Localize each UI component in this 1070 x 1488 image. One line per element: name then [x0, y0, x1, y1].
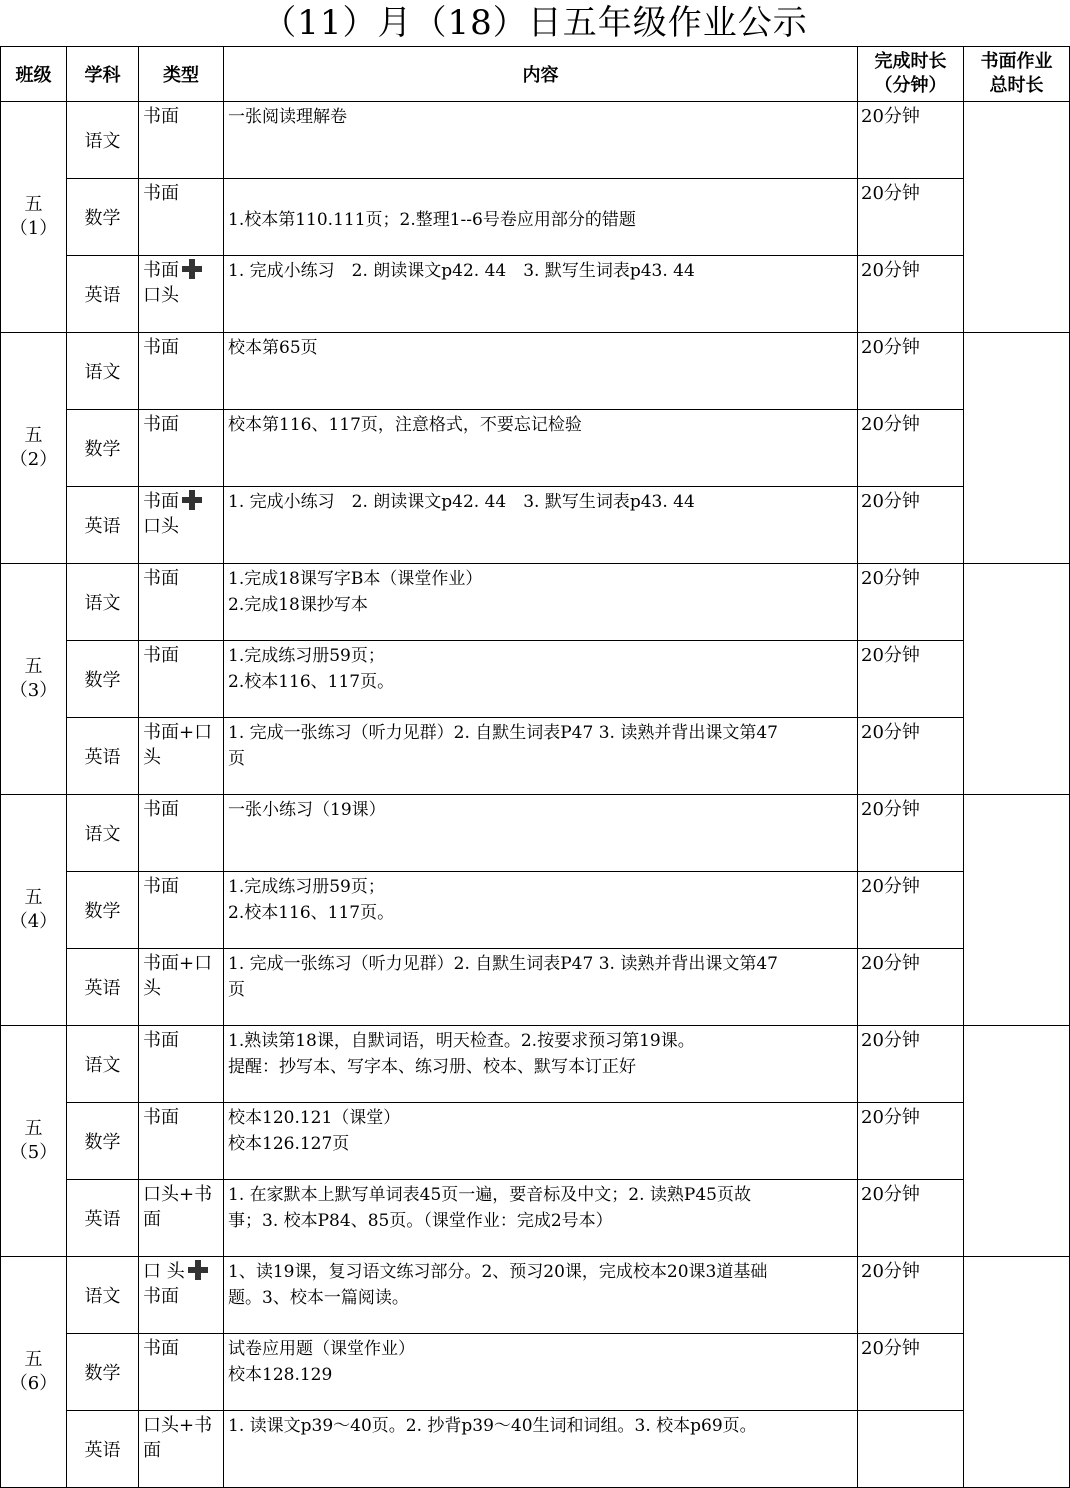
type-line — [143, 797, 223, 822]
type-text: 书面 — [143, 1107, 179, 1128]
type-cell — [139, 1411, 224, 1488]
class-cell — [1, 795, 67, 1026]
type-line — [143, 1028, 223, 1053]
content-line: 校本120.121（课堂） — [228, 1108, 401, 1128]
type-text: 书面 — [143, 645, 179, 666]
class-name-line2: （3） — [9, 680, 58, 701]
table-row — [1, 487, 1070, 564]
table-row — [1, 1257, 1070, 1334]
type-cell — [139, 1334, 224, 1411]
content-line: 一张阅读理解卷 — [228, 107, 347, 127]
duration-cell: 20分钟 — [858, 795, 964, 872]
table-row — [1, 1180, 1070, 1257]
header-type: 类型 — [139, 47, 224, 102]
table-row — [1, 641, 1070, 718]
table-row — [1, 1103, 1070, 1180]
content-cell — [224, 1334, 858, 1411]
duration-cell: 20分钟 — [858, 487, 964, 564]
content-line: 校本128.129 — [228, 1365, 333, 1385]
type-line — [143, 489, 223, 514]
content-cell — [224, 333, 858, 410]
content-line: 事；3. 校本P84、85页。（课堂作业：完成2号本） — [228, 1211, 613, 1231]
table-row — [1, 102, 1070, 179]
class-name-line1: 五 — [24, 1349, 43, 1370]
content-cell — [224, 256, 858, 333]
type-cell — [139, 795, 224, 872]
table-row — [1, 179, 1070, 256]
content-line — [228, 181, 855, 207]
type-cell — [139, 1103, 224, 1180]
content-cell — [224, 1411, 858, 1488]
duration-cell: 20分钟 — [858, 410, 964, 487]
type-line — [143, 951, 223, 976]
type-text: 书面 — [143, 106, 179, 127]
class-name-line1: 五 — [24, 887, 43, 908]
type-text: 口头+书 — [143, 1415, 213, 1436]
type-text: 书面 — [143, 1338, 179, 1359]
content-cell — [224, 718, 858, 795]
type-text: 书面 — [143, 491, 179, 512]
type-cell — [139, 718, 224, 795]
type-line — [143, 1182, 223, 1207]
content-line: 1. 完成一张练习（听力见群）2. 自默生词表P47 3. 读熟并背出课文第47 — [228, 954, 778, 974]
type-line — [143, 1259, 223, 1284]
content-line: 试卷应用题（课堂作业） — [228, 1339, 415, 1359]
table-body — [1, 102, 1070, 1488]
duration-cell: 20分钟 — [858, 179, 964, 256]
content-line: 1.校本第110.111页；2.整理1--6号卷应用部分的错题 — [228, 210, 636, 230]
content-cell — [224, 1180, 858, 1257]
type-line — [143, 745, 223, 770]
class-name-line1: 五 — [24, 425, 43, 446]
type-cell — [139, 179, 224, 256]
subject-cell: 数学 — [67, 410, 139, 487]
content-line: 1.完成练习册59页； — [228, 877, 385, 897]
subject-cell: 英语 — [67, 718, 139, 795]
class-cell — [1, 102, 67, 333]
duration-cell: 20分钟 — [858, 102, 964, 179]
type-text: 口 头 — [143, 1261, 185, 1282]
header-duration — [858, 47, 964, 102]
table-row — [1, 949, 1070, 1026]
content-cell — [224, 564, 858, 641]
total-duration-cell — [964, 333, 1070, 564]
subject-cell: 数学 — [67, 641, 139, 718]
content-line: 1、读19课，复习语文练习部分。2、预习20课，完成校本20课3道基础 — [228, 1262, 768, 1282]
duration-cell — [858, 1411, 964, 1488]
type-cell — [139, 1257, 224, 1334]
content-line: 一张小练习（19课） — [228, 800, 386, 820]
total-duration-cell — [964, 795, 1070, 1026]
content-cell — [224, 487, 858, 564]
subject-cell: 英语 — [67, 949, 139, 1026]
header-total-line1: 书面作业 — [980, 51, 1053, 72]
content-line: 校本第116、117页，注意格式，不要忘记检验 — [228, 415, 582, 435]
content-cell — [224, 1026, 858, 1103]
subject-cell: 语文 — [67, 795, 139, 872]
type-text: 书面 — [143, 183, 179, 204]
type-line — [143, 1105, 223, 1130]
header-total — [964, 47, 1070, 102]
content-cell — [224, 1103, 858, 1180]
plus-icon — [181, 490, 203, 510]
subject-cell: 语文 — [67, 333, 139, 410]
type-cell — [139, 333, 224, 410]
header-duration-line1: 完成时长 — [874, 51, 947, 72]
type-line — [143, 514, 223, 539]
total-duration-cell — [964, 1026, 1070, 1257]
content-line: 1. 完成小练习 2. 朗读课文p42. 44 3. 默写生词表p43. 44 — [228, 492, 695, 512]
class-name-line1: 五 — [24, 194, 43, 215]
class-name-line2: （2） — [9, 449, 58, 470]
class-cell — [1, 1026, 67, 1257]
content-cell — [224, 1257, 858, 1334]
total-duration-cell — [964, 102, 1070, 333]
subject-cell: 语文 — [67, 564, 139, 641]
type-text: 口头+书 — [143, 1184, 213, 1205]
class-name-line2: （5） — [9, 1142, 58, 1163]
class-cell — [1, 333, 67, 564]
type-line — [143, 976, 223, 1001]
type-text: 书面 — [143, 876, 179, 897]
class-name-line1: 五 — [24, 1118, 43, 1139]
subject-cell: 数学 — [67, 1334, 139, 1411]
page-title: （11）月（18）日五年级作业公示 — [262, 3, 808, 43]
type-cell — [139, 641, 224, 718]
type-text: 口头 — [143, 516, 179, 537]
subject-cell: 数学 — [67, 1103, 139, 1180]
class-name-line1: 五 — [24, 656, 43, 677]
type-line — [143, 258, 223, 283]
type-cell — [139, 1180, 224, 1257]
type-text: 头 — [143, 747, 161, 768]
type-text: 头 — [143, 978, 161, 999]
class-name-line2: （1） — [9, 218, 58, 239]
type-text: 书面 — [143, 337, 179, 358]
type-text: 面 — [143, 1440, 161, 1461]
header-row — [1, 47, 1070, 102]
table-row — [1, 795, 1070, 872]
type-cell — [139, 872, 224, 949]
total-duration-cell — [964, 564, 1070, 795]
type-text: 书面 — [143, 260, 179, 281]
content-cell — [224, 872, 858, 949]
type-line — [143, 335, 223, 360]
content-cell — [224, 949, 858, 1026]
content-cell — [224, 410, 858, 487]
type-line — [143, 181, 223, 206]
duration-cell: 20分钟 — [858, 256, 964, 333]
type-cell — [139, 410, 224, 487]
duration-cell: 20分钟 — [858, 1180, 964, 1257]
content-line: 2.校本116、117页。 — [228, 672, 395, 692]
type-text: 书面 — [143, 568, 179, 589]
type-line — [143, 412, 223, 437]
content-line: 2.校本116、117页。 — [228, 903, 395, 923]
content-line: 1. 完成小练习 2. 朗读课文p42. 44 3. 默写生词表p43. 44 — [228, 261, 695, 281]
content-line: 题。3、校本一篇阅读。 — [228, 1288, 409, 1308]
content-line: 1.完成18课写字B本（课堂作业） — [228, 569, 483, 589]
duration-cell: 20分钟 — [858, 1103, 964, 1180]
type-cell — [139, 102, 224, 179]
duration-cell: 20分钟 — [858, 1257, 964, 1334]
duration-cell: 20分钟 — [858, 872, 964, 949]
plus-icon — [187, 1260, 209, 1280]
type-line — [143, 720, 223, 745]
subject-cell: 语文 — [67, 1257, 139, 1334]
content-line: 1. 在家默本上默写单词表45页一遍，要音标及中文；2. 读熟P45页故 — [228, 1185, 751, 1205]
header-class: 班级 — [1, 47, 67, 102]
subject-cell: 英语 — [67, 1180, 139, 1257]
header-total-line2: 总时长 — [989, 75, 1044, 96]
subject-cell: 语文 — [67, 102, 139, 179]
header-duration-line2: （分钟） — [874, 75, 947, 96]
duration-cell: 20分钟 — [858, 949, 964, 1026]
content-line: 校本第65页 — [228, 338, 318, 358]
type-cell — [139, 949, 224, 1026]
type-cell — [139, 1026, 224, 1103]
content-line: 2.完成18课抄写本 — [228, 595, 368, 615]
type-line — [143, 104, 223, 129]
content-cell — [224, 102, 858, 179]
type-line — [143, 643, 223, 668]
type-line — [143, 1284, 223, 1309]
type-text: 书面 — [143, 1030, 179, 1051]
table-row — [1, 564, 1070, 641]
content-line: 页 — [228, 749, 245, 769]
duration-cell: 20分钟 — [858, 1334, 964, 1411]
type-line — [143, 1438, 223, 1463]
table-row — [1, 718, 1070, 795]
type-text: 书面 — [143, 799, 179, 820]
type-cell — [139, 256, 224, 333]
duration-cell: 20分钟 — [858, 718, 964, 795]
plus-icon — [181, 259, 203, 279]
type-text: 口头 — [143, 285, 179, 306]
content-cell — [224, 795, 858, 872]
content-line: 1.熟读第18课，自默词语，明天检查。2.按要求预习第19课。 — [228, 1031, 695, 1051]
type-text: 面 — [143, 1209, 161, 1230]
table-row — [1, 1411, 1070, 1488]
subject-cell: 语文 — [67, 1026, 139, 1103]
type-text: 书面 — [143, 1286, 179, 1307]
type-cell — [139, 564, 224, 641]
type-line — [143, 1336, 223, 1361]
type-line — [143, 1413, 223, 1438]
table-row — [1, 410, 1070, 487]
subject-cell: 英语 — [67, 487, 139, 564]
duration-cell: 20分钟 — [858, 564, 964, 641]
table-row — [1, 1334, 1070, 1411]
subject-cell: 数学 — [67, 872, 139, 949]
type-cell — [139, 487, 224, 564]
header-content: 内容 — [224, 47, 858, 102]
content-line: 1.完成练习册59页； — [228, 646, 385, 666]
header-subject: 学科 — [67, 47, 139, 102]
type-text: 书面+口 — [143, 722, 213, 743]
content-line: 1. 完成一张练习（听力见群）2. 自默生词表P47 3. 读熟并背出课文第47 — [228, 723, 778, 743]
type-text: 书面+口 — [143, 953, 213, 974]
content-cell — [224, 179, 858, 256]
type-line — [143, 874, 223, 899]
class-cell — [1, 564, 67, 795]
class-name-line2: （6） — [9, 1373, 58, 1394]
table-row — [1, 1026, 1070, 1103]
subject-cell: 英语 — [67, 1411, 139, 1488]
table-row — [1, 256, 1070, 333]
type-line — [143, 1207, 223, 1232]
content-line: 校本126.127页 — [228, 1134, 350, 1154]
duration-cell: 20分钟 — [858, 333, 964, 410]
class-name-line2: （4） — [9, 911, 58, 932]
content-line: 提醒：抄写本、写字本、练习册、校本、默写本订正好 — [228, 1057, 636, 1077]
type-line — [143, 283, 223, 308]
homework-table — [0, 46, 1070, 1488]
content-line: 页 — [228, 980, 245, 1000]
type-line — [143, 566, 223, 591]
duration-cell: 20分钟 — [858, 641, 964, 718]
duration-cell: 20分钟 — [858, 1026, 964, 1103]
table-row — [1, 872, 1070, 949]
subject-cell: 数学 — [67, 179, 139, 256]
table-row — [1, 333, 1070, 410]
content-cell — [224, 641, 858, 718]
subject-cell: 英语 — [67, 256, 139, 333]
content-line: 1. 读课文p39～40页。2. 抄背p39～40生词和词组。3. 校本p69页。 — [228, 1416, 757, 1436]
type-text: 书面 — [143, 414, 179, 435]
